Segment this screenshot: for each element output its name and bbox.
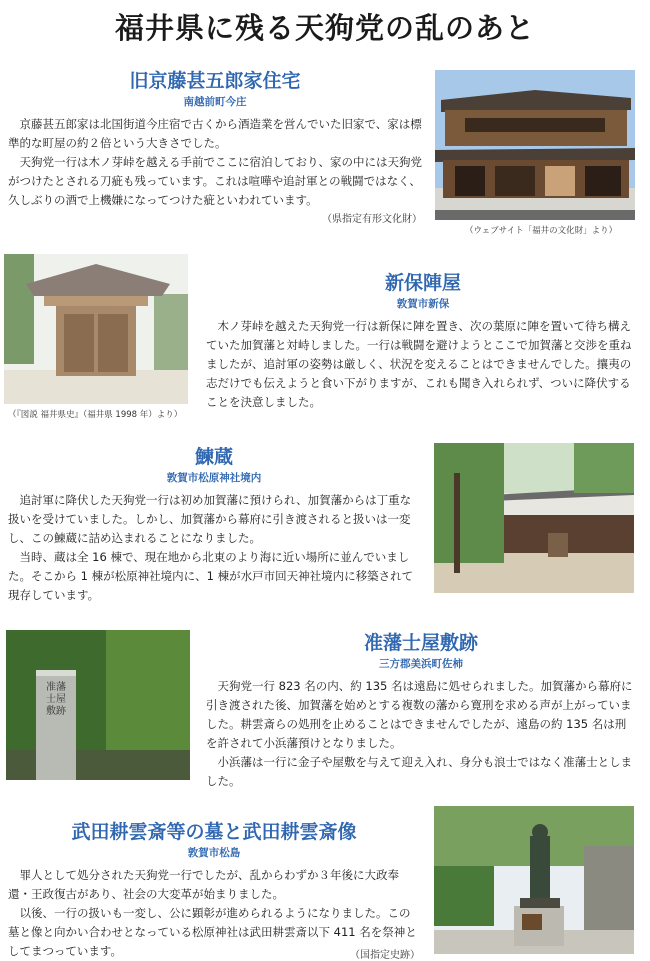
marker-inscription: 准藩士屋敷跡 — [46, 682, 66, 717]
photo-caption: （『図説 福井県史』（福井県 1998 年）より） — [8, 410, 183, 420]
page-title: 福井県に残る天狗党の乱のあと — [114, 11, 535, 45]
section-takeda-koun-sai — [8, 817, 420, 961]
section-title: 准藩士屋敷跡 — [363, 632, 478, 654]
section-shinbo-jinya — [206, 268, 640, 412]
paragraph: 追討軍に降伏した天狗党一行は初め加賀藩に預けられ、加賀藩からは丁重な扱いを受けていました。しかし、加賀藩から幕府に引き渡されると扱いは一変し、この鰊蔵に詰め込まれることになりました。 — [8, 493, 412, 545]
paragraph: 罪人として処分された天狗党一行でしたが、乱からわずか３年後に大政奉還・王政復古があり、社会の大変革が始まりました。 — [8, 868, 399, 901]
paragraph: 京藤甚五郎家は北国街道今庄宿で古くから酒造業を営んでいた旧家で、家は標準的な町屋の約２倍という大きさでした。 — [8, 117, 422, 150]
section-title: 武田耕雲斎等の墓と武田耕雲斎像 — [71, 821, 357, 843]
section-body — [8, 491, 420, 605]
section-location: 南越前町今庄 — [183, 96, 247, 108]
photo-stone-marker — [6, 630, 190, 780]
section-title: 新保陣屋 — [384, 272, 461, 294]
photo-merchant-house — [435, 70, 635, 220]
section-title: 鰊蔵 — [194, 446, 233, 468]
section-nishin-gura — [8, 442, 420, 605]
photo-storehouse — [434, 443, 634, 593]
designation-note: （県指定有形文化財） — [322, 214, 422, 225]
photo-jinya-gate — [4, 254, 188, 404]
photo-statue — [434, 806, 634, 954]
section-body — [206, 317, 640, 412]
paragraph: 以後、一行の扱いも一変し、公に顕彰が進められるようになりました。この墓と像と向かい合わせとなっている松原神社は武田耕雲斎以下 411 名を祭神としてまつっています。 — [8, 906, 417, 958]
section-kyoto-jingoro-house — [8, 66, 422, 225]
photo-caption: （ウェブサイト「福井の文化財」より） — [465, 226, 618, 236]
designation-note: （国指定史跡） — [350, 950, 420, 961]
section-body — [8, 115, 422, 210]
paragraph: 天狗党一行は木ノ芽峠を越える手前でここに宿泊しており、家の中には天狗党がつけたとされる刀疵も残っています。これは喧嘩や追討軍との戦闘ではなく、久しぶりの酒で上機嫌になってつけた疵といわれています。 — [8, 155, 422, 207]
paragraph: 天狗党一行 823 名の内、約 135 名は遠島に処せられました。加賀藩から幕府に引き渡された後、加賀藩を始めとする複数の藩から寛刑を求める声が上がっていました。耕雲斎らの処刑を止めることはできませんでしたが、遠島の約 135 名は刑を許されて小浜藩預けとなりました。 — [206, 679, 633, 750]
section-location: 敦賀市松島 — [187, 847, 241, 859]
paragraph: 小浜藩は一行に金子や屋敷を与えて迎え入れ、身分も浪士ではなく准藩士としました。 — [206, 755, 633, 788]
section-location: 敦賀市松原神社境内 — [166, 472, 262, 484]
section-jun-hanshi-yashiki — [206, 628, 636, 791]
paragraph: 当時、蔵は全 16 棟で、現在地から北東のより海に近い場所に並んでいました。そこから 1 棟が松原神社境内に、1 棟が水戸市回天神社境内に移築されて現存しています。 — [8, 550, 414, 602]
section-location: 三方郡美浜町佐柿 — [379, 658, 463, 670]
section-body — [206, 677, 636, 791]
section-title: 旧京藤甚五郎家住宅 — [129, 70, 301, 92]
section-location: 敦賀市新保 — [396, 298, 450, 310]
paragraph: 木ノ芽峠を越えた天狗党一行は新保に陣を置き、次の葉原に陣を置いて待ち構えていた加賀藩と対峙しました。一行は戦闘を避けようとここで加賀藩と交渉を重ねましたが、追討軍の姿勢は厳しく、状況を変えることはできませんでした。攘夷の志だけでも伝えようと食い下がりますが、これも聞き入れられず、ついに降伏することを決意しました。 — [206, 319, 632, 409]
